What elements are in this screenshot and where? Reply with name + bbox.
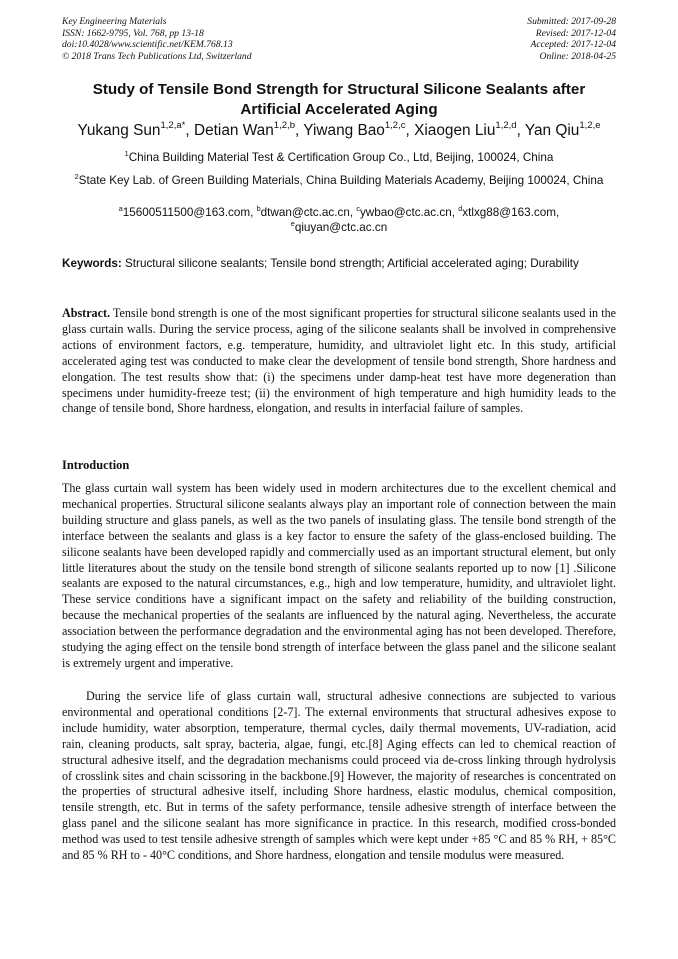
author-superscript: 1,2,b [273,120,295,132]
paper-title: Study of Tensile Bond Strength for Structural Silicone Sealants after Artificial Accelerated Aging [92,81,586,118]
author-superscript: 1,2,c [384,120,406,132]
keywords-text: Structural silicone sealants; Tensile bond strength; Artificial accelerated aging; Durability [125,257,579,270]
author-name: Detian Wan [193,122,274,139]
paragraph: During the service life of glass curtain wall, structural adhesive connections are subjected to various environmental and operational conditions [2-7]. The external environments that structural adhesives expose to include humidity, water absorption, temperature, thermal cycles, daily thermal movements, UV-radiation, acid rain, cleaning products, salt spray, bacteria, algae, fungi, etc.[8] Aging effects can led to chemical reaction of structural adhesive itself, and the degradation mechanisms could proceed via de-cross linking through hydrolysis of crosslink sites and chain scissoring in the backbone.[9] However, the majority of researches is concentrated on the properties of structural adhesive itself, including Shore hardness, elastic modulus, chemical composition, tensile strength, etc. But in terms of the safety performance, tensile adhesive strength of interface between the glass panel and the silicone sealant has more significance in practice. In this research, modified cross-bonded method was used to test tensile adhesive strength of samples which were kept under +85 °C and 85 % RH, + 85°C and 85 % RH to - 40°C conditions, and Shore hardness, elongation and tensile modulus were measured. [62,689,616,863]
paragraph: The glass curtain wall system has been widely used in modern architectures due to the excellent chemical and mechanical properties. Structural silicone sealants always play an important role of connection between the main building structure and glass panels, as well as the two panels of insulating glass. The tensile bond strength of the interface between the sealants and glass is a key factor to ensure the safety of the glass-enclosed building. The silicone sealants have been developed rapidly and commercially used as an important structural element, but only little literatures about the study on the tensile bond strength of silicone sealants reported up to now [1] .Silicone sealants are exposed to the natural circumstances, e.g., high and low temperature, humidity, and ultraviolet light. These service conditions have a significant impact on the safety and reliability of the building construction, because the mechanical properties of the sealants are influenced by the natural aging. Nevertheless, the accurate association between the performance degradation and the environmental aging has not been developed. Therefore, studying the aging effect on the tensile bond strength of interface between the glass panel and the silicone sealant is extremely urgent and imperative. [62,481,616,670]
journal-copyright: © 2018 Trans Tech Publications Ltd, Switzerland [62,50,252,62]
author-superscript: 1,2,d [495,120,517,132]
journal-doi: doi:10.4028/www.scientific.net/KEM.768.13 [62,39,233,51]
affiliation-2 [62,173,616,188]
affiliation-text: State Key Lab. of Green Building Materials, China Building Materials Academy, Beijing 100024, China [78,174,604,187]
author-emails: $^a$15600511500@163.com, $^b$dtwan@ctc.ac.cn, $^c$ywbao@ctc.ac.cn, $^d$xtlxg88@163.com, $^e$qiuyan@ctc.ac.cn [118,203,560,234]
abstract [62,306,616,417]
date-submitted: Submitted: 2017-09-28 [527,16,616,27]
affiliation-text: China Building Material Test & Certification Group Co., Ltd, Beijing, 100024, China [128,151,554,164]
date-accepted: Accepted: 2017-12-04 [530,39,616,51]
email-link[interactable]: xtlxg88@163.com [462,206,556,219]
email-link[interactable]: ywbao@ctc.ac.cn [359,206,452,219]
affiliation-1 [62,150,616,165]
affiliation-superscript: 1 [124,148,129,158]
date-online: Online: 2018-04-25 [539,50,616,62]
author-name: Xiaogen Liu [414,122,496,139]
keywords-label: Keywords: [62,257,122,270]
journal-name: Key Engineering Materials [62,16,167,27]
journal-issn: ISSN: 1662-9795, Vol. 768, pp 13-18 [62,27,204,39]
abstract-text: Tensile bond strength is one of the most significant properties for structural silicone sealants used in the glass curtain walls. During the service process, aging of the silicone sealants shall be involved in comprehensive actions of environment factors, e.g. temperature, humidity, and ultraviolet light etc. In this study, artificial accelerated aging test was conducted to make clear the development of tensile bond strength, Shore hardness and elongation. The test results show that: (i) the specimens under damp-heat test have more degeneration than specimens under humidity-freeze test; (ii) the environment of high temperature and high humidity leads to the change of tensile bond, Shore hardness, elongation, and results in interfacial failure of samples. [62,306,616,416]
email-link[interactable]: dtwan@ctc.ac.cn [260,206,350,219]
keywords [62,256,616,271]
date-revised: Revised: 2017-12-04 [535,27,616,39]
email-link[interactable]: qiuyan@ctc.ac.cn [294,221,388,234]
author-list: Yukang Sun$^{1,2,a*}$, Detian Wan$^{1,2,b}$, Yiwang Bao$^{1,2,c}$, Xiaogen Liu$^{1,2,d}$, Yan Qiu$^{1,2,e}$ [77,120,601,139]
journal-header [62,16,616,64]
author-superscript: 1,2,a* [160,120,186,132]
email-link[interactable]: 15600511500@163.com [122,206,251,219]
author-superscript: 1,2,e [579,120,601,132]
journal-info [62,16,252,62]
publication-dates [527,16,616,62]
affiliation-superscript: 2 [74,171,79,181]
abstract-label: Abstract. [62,306,111,320]
author-name: Yan Qiu [524,122,580,139]
section-heading-introduction: Introduction [62,458,130,472]
author-name: Yiwang Bao [303,122,385,139]
author-name: Yukang Sun [77,122,161,139]
